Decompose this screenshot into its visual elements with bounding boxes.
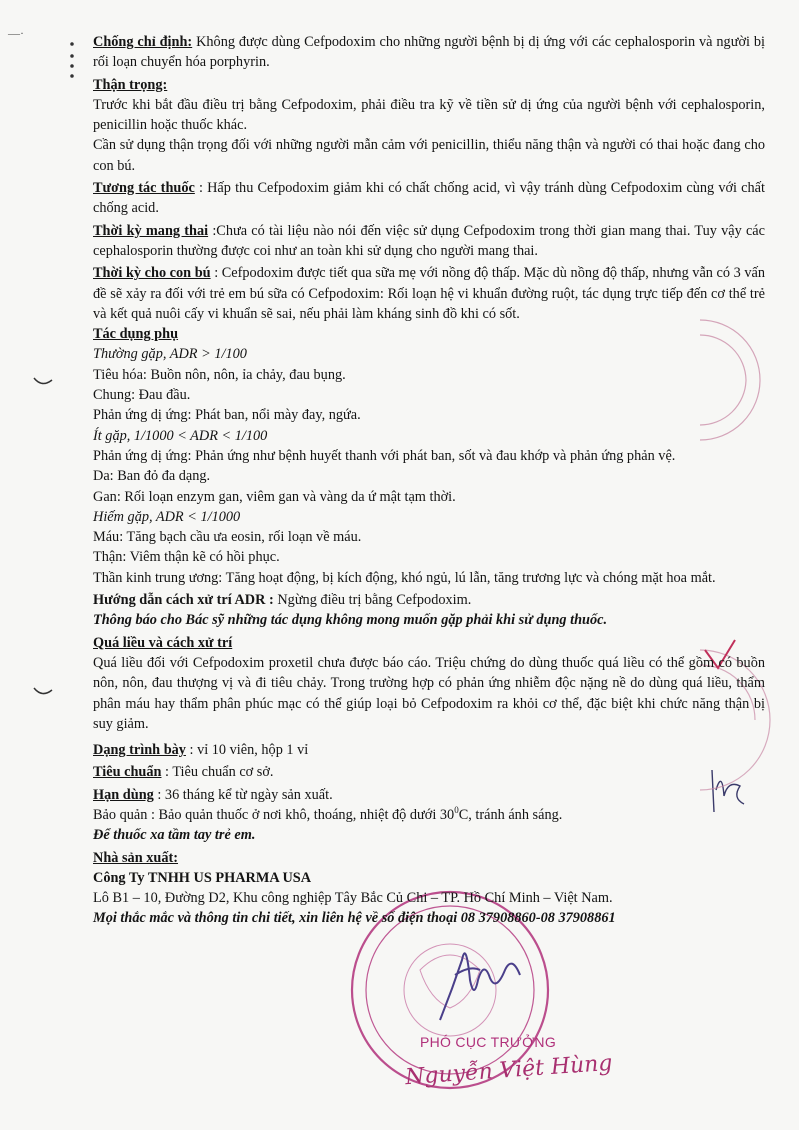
- section-heading: Tiêu chuẩn: [93, 764, 162, 781]
- binder-dash-mark: —·: [8, 26, 24, 40]
- section-text: : 36 tháng kể từ ngày sản xuất.: [153, 786, 333, 803]
- section-heading: Chống chỉ định:: [93, 34, 193, 50]
- punch-hole-mark-upper: [34, 378, 52, 384]
- side-effect-item: Tiêu hóa: Buồn nôn, nôn, ỉa chảy, đau bụng.: [93, 366, 346, 383]
- section-text: Không được dùng Cefpodoxim cho những người bệnh bị dị ứng với các cephalosporin và người bị rối loạn chuyển hóa porphyrin.: [93, 34, 765, 71]
- section-heading: Quá liều và cách xử trí: [93, 634, 233, 651]
- section-heading: Thời kỳ mang thai: [93, 222, 209, 239]
- storage-text-end: C, tránh ánh sáng.: [458, 806, 563, 823]
- manufacturer-address: Lô B1 – 10, Đường D2, Khu công nghiệp Tây Bắc Củ Chi – TP. Hồ Chí Minh – Việt Nam.: [93, 890, 613, 907]
- section-text: Ngừng điều trị bằng Cefpodoxim.: [273, 592, 472, 609]
- section-heading: Nhà sản xuất:: [93, 849, 179, 866]
- precautions-heading: [93, 75, 765, 95]
- side-effect-item: Thần kinh trung ương: Tăng hoạt động, bị kích động, khó ngủ, lú lẫn, tăng trương lực và chóng mặt hoa mắt.: [93, 569, 716, 586]
- side-effect-item: Thận: Viêm thận kẽ có hồi phục.: [93, 549, 280, 566]
- adr-notice: Thông báo cho Bác sỹ những tác dụng không mong muốn gặp phải khi sử dụng thuốc.: [93, 612, 608, 629]
- frequency-heading-rare: Hiếm gặp, ADR < 1/1000: [93, 508, 241, 525]
- section-heading: Tác dụng phụ: [93, 326, 179, 343]
- punch-hole-mark-lower: [34, 688, 52, 694]
- contraindications-section: [93, 32, 765, 73]
- side-effects-heading: [93, 324, 765, 344]
- side-effect-item: Phản ứng dị ứng: Phát ban, nổi mày đay, ngứa.: [93, 407, 361, 424]
- manufacturer-heading: [93, 848, 765, 868]
- section-heading: Hạn dùng: [93, 786, 154, 803]
- standard-section: [93, 762, 765, 782]
- stamp-title: PHÓ CỤC TRƯỞNG: [420, 1034, 557, 1050]
- manufacturer-company: Công Ty TNHH US PHARMA USA: [93, 869, 312, 886]
- side-effect-item: Gan: Rối loạn enzym gan, viêm gan và vàng da ứ mật tạm thời.: [93, 488, 456, 505]
- shelf-life-section: [93, 785, 765, 805]
- side-effect-item: Máu: Tăng bạch cầu ưa eosin, rối loạn về máu.: [93, 529, 362, 546]
- section-text: : vỉ 10 viên, hộp 1 vỉ: [185, 742, 309, 759]
- precautions-paragraph: Cần sử dụng thận trọng đối với những người mẫn cảm với penicillin, thiểu năng thận và người có thai hoặc đang cho con bú.: [93, 137, 765, 174]
- side-effect-item: Phản ứng dị ứng: Phản ứng như bệnh huyết thanh với phát ban, sốt và đau khớp và phản ứng phản vệ.: [93, 447, 676, 464]
- storage-degree: 0: [454, 805, 459, 816]
- section-heading: Thời kỳ cho con bú: [93, 265, 211, 282]
- overdose-heading: [93, 633, 765, 653]
- section-heading: Dạng trình bày: [93, 742, 186, 759]
- section-text: : Cefpodoxim được tiết qua sữa mẹ với nồng độ thấp. Mặc dù nồng độ thấp, nhưng vẫn có 3 vấn đề sẽ xảy ra đối với trẻ em bú sữa có Cefpodoxim: Rối loạn hệ vi khuẩn đường ruột, tác dụng trực tiếp đến cơ thể trẻ và kết quả nuôi cấy vi khuẩn sẽ sai, nếu phải làm kháng sinh đồ khi có sốt.: [93, 265, 765, 322]
- side-effect-item: Da: Ban đỏ đa dạng.: [93, 468, 211, 485]
- section-heading: Hướng dẫn cách xử trí ADR :: [93, 592, 274, 609]
- frequency-heading-common: Thường gặp, ADR > 1/100: [93, 346, 247, 363]
- storage-text: Bảo quản : Bảo quản thuốc ở nơi khô, thoáng, nhiệt độ dưới 30: [93, 806, 455, 823]
- interactions-section: [93, 178, 765, 219]
- pregnancy-section: [93, 221, 765, 262]
- keep-away-notice: Để thuốc xa tầm tay trẻ em.: [93, 827, 256, 844]
- overdose-paragraph: Quá liều đối với Cefpodoxim proxetil chưa được báo cáo. Triệu chứng do dùng thuốc quá liều có thể gồm có buồn nôn, nôn, đau thượng vị và đi tiêu chảy. Trong trường hợp có phản ứng nhiễm độc nặng nề do dùng quá liều, thẩm phân máu hay thẩm phân phúc mạc có thể giúp loại bỏ Cefpodoxim ra khỏi cơ thể, đặc biệt khi chức năng thận bị suy giảm.: [93, 654, 765, 732]
- signature: [440, 953, 520, 1020]
- adr-management-section: [93, 590, 765, 610]
- section-text: : Tiêu chuẩn cơ sở.: [161, 764, 274, 781]
- section-text: :Chưa có tài liệu nào nói đến việc sử dụng Cefpodoxim trong thời gian mang thai. Tuy vậy các cephalosporin thường được coi như an toàn khi sử dụng cho người mang thai.: [93, 222, 765, 259]
- precautions-paragraph: Trước khi bắt đầu điều trị bằng Cefpodoxim, phải điều tra kỹ về tiền sử dị ứng của người bệnh với cephalosporin, penicillin hoặc thuốc khác.: [93, 96, 765, 134]
- section-text: : Hấp thu Cefpodoxim giảm khi có chất chống acid, vì vậy tránh dùng Cefpodoxim cùng với chất chống acid.: [93, 180, 765, 217]
- section-heading: Tương tác thuốc: [93, 180, 195, 197]
- section-heading: Thận trọng:: [93, 76, 168, 93]
- stamp-signer-name: Nguyễn Việt Hùng: [404, 1050, 614, 1091]
- document-body: [93, 32, 765, 929]
- frequency-heading-uncommon: Ít gặp, 1/1000 < ADR < 1/100: [93, 427, 268, 444]
- presentation-section: [93, 740, 765, 760]
- lactation-section: [93, 263, 765, 324]
- manufacturer-contact: Mọi thắc mắc và thông tin chi tiết, xin liên hệ về số điện thoại 08 37908860-08 37908861: [93, 910, 616, 927]
- storage-section: [93, 805, 765, 825]
- side-effect-item: Chung: Đau đầu.: [93, 387, 191, 404]
